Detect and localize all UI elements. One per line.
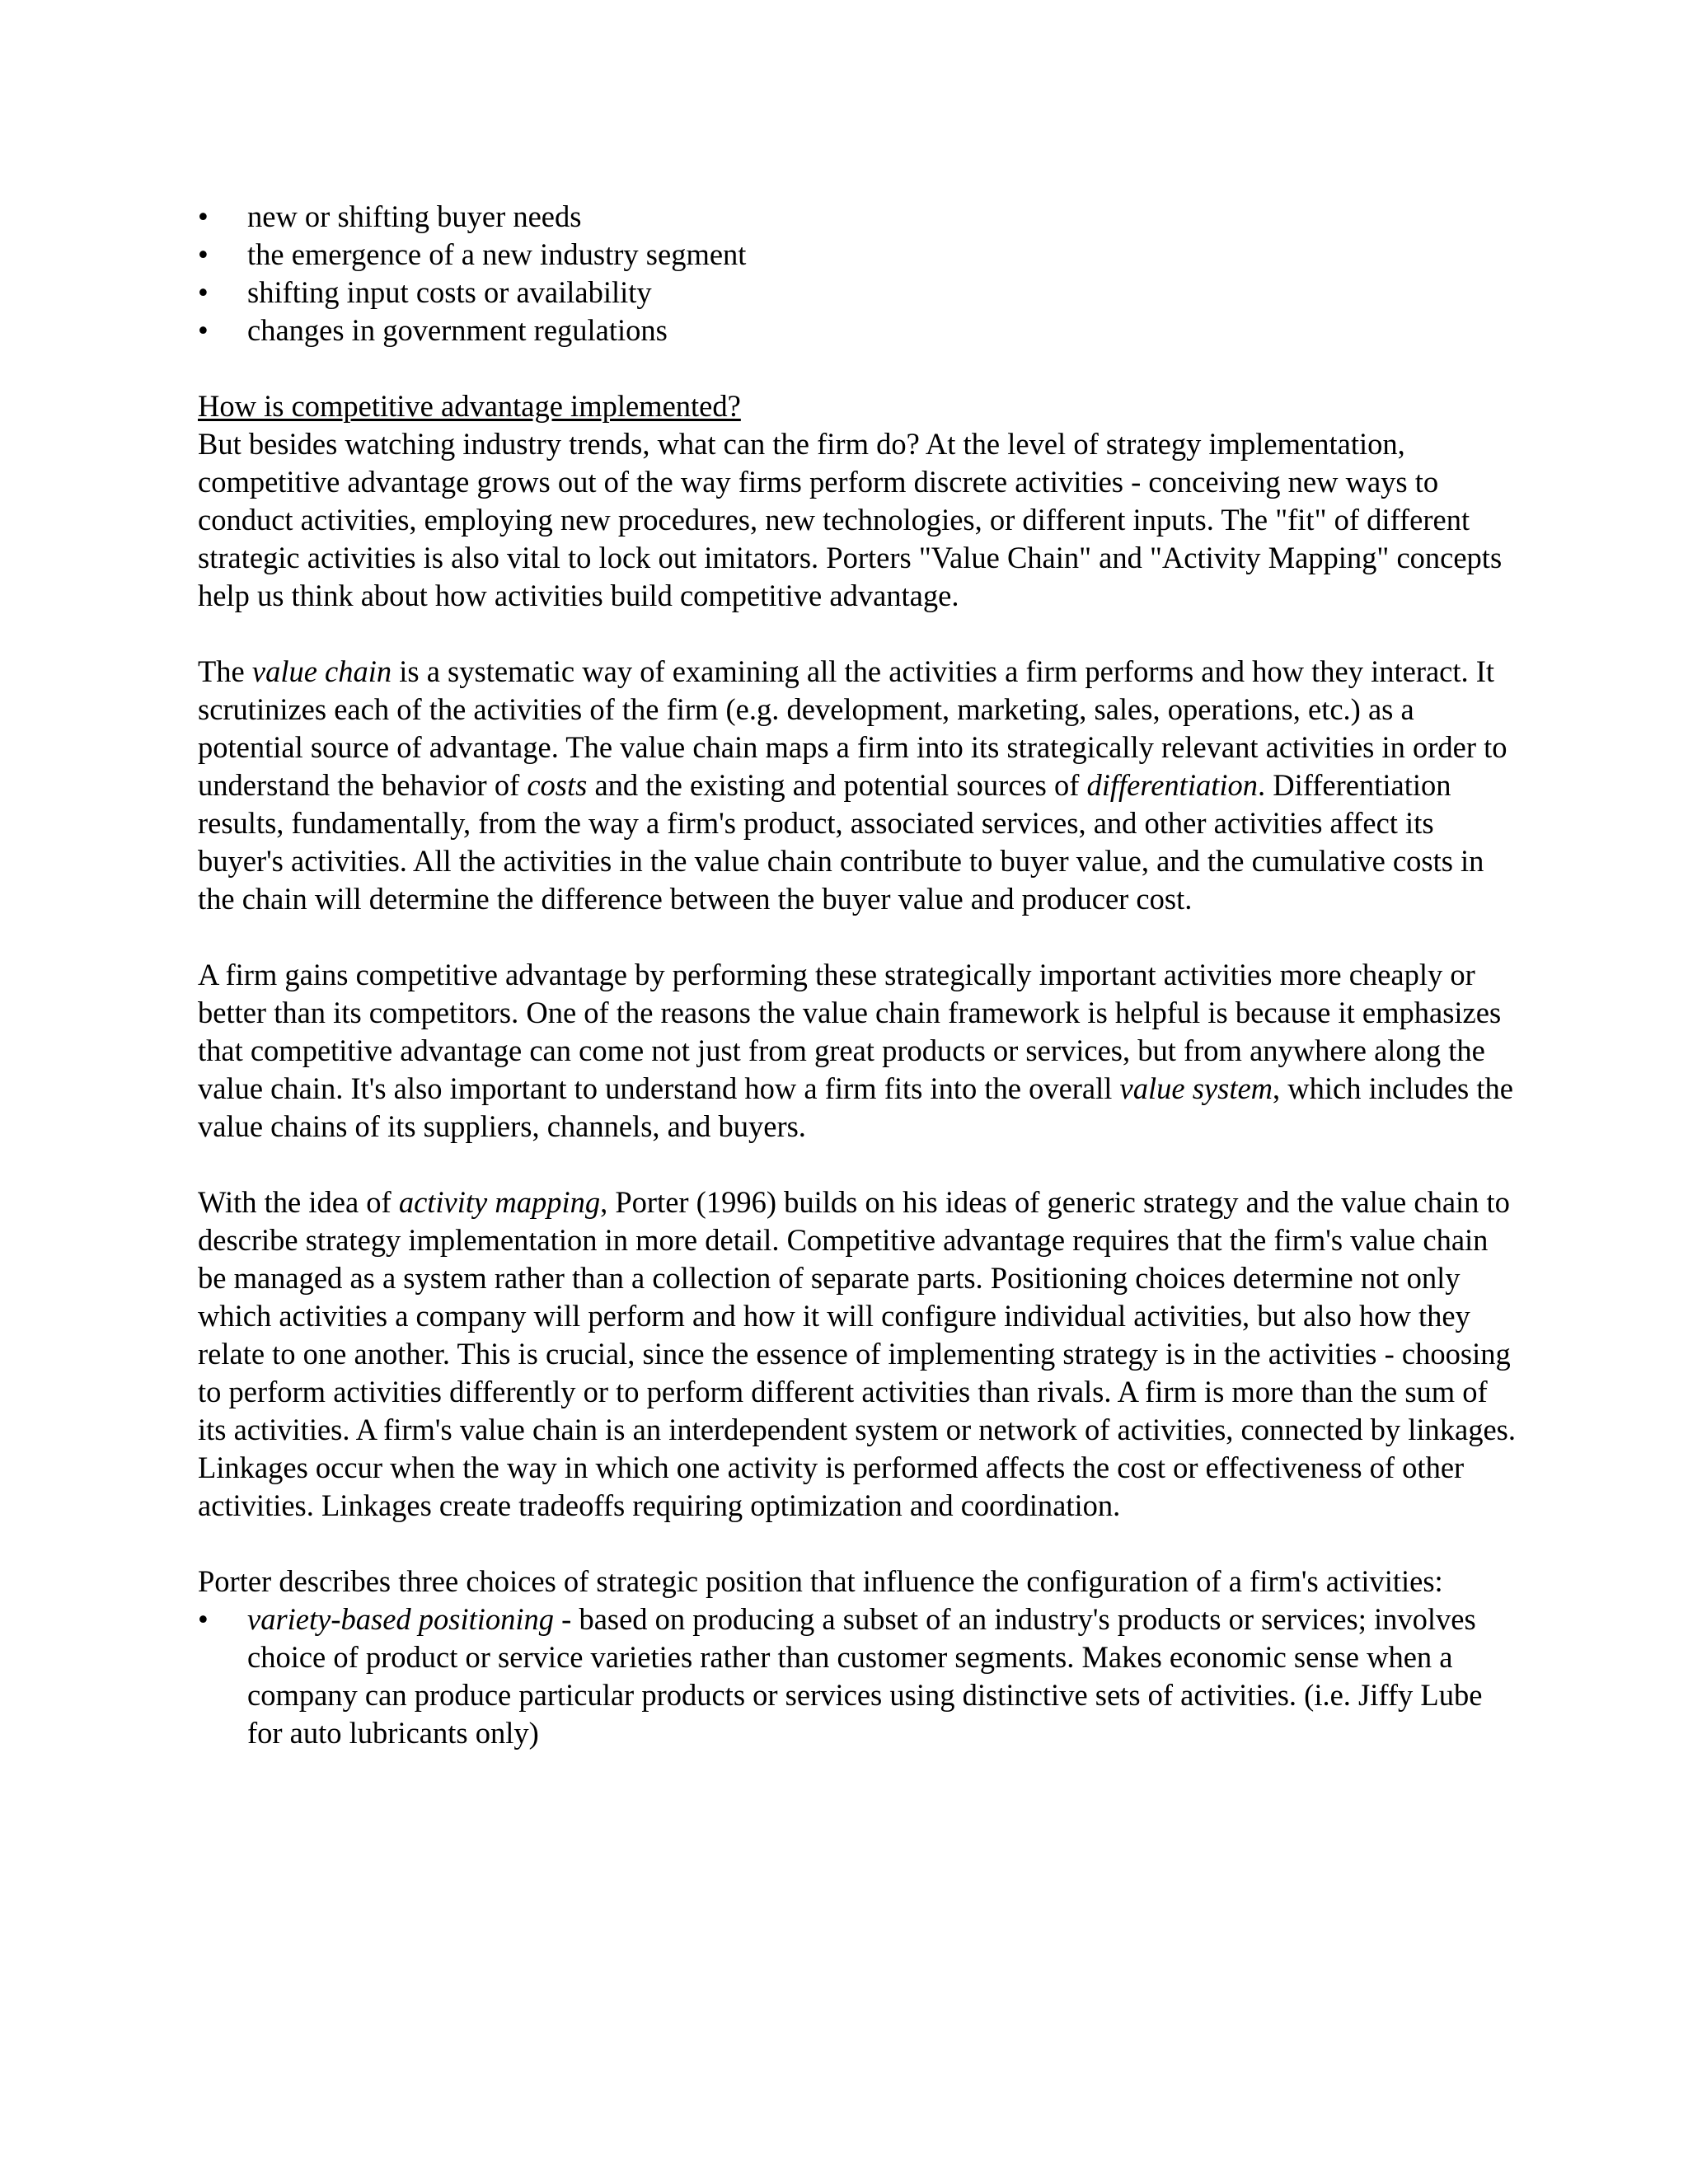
list-item: • shifting input costs or availability xyxy=(198,274,1517,312)
bullet-marker: • xyxy=(198,313,209,347)
paragraph-spacer xyxy=(198,1525,1517,1563)
list-item: • variety-based positioning - based on producing a subset of an industry's products or services; involves choice of product or service varieties rather than customer segments. Makes economic sense when a company can produce particular products or services using distinctive sets of activities. (i.e. Jiffy Lube for auto lubricants only) xyxy=(198,1602,1483,1750)
paragraph-implementation: But besides watching industry trends, what can the firm do? At the level of strategy implementation, competitive advantage grows out of the way firms perform discrete activities - conceiving new ways to conduct activities, employing new procedures, new technologies, or different inputs. The "fit" of different strategic activities is also vital to lock out imitators. Porters "Value Chain" and "Activity Mapping" concepts help us think about how activities build competitive advantage. xyxy=(198,427,1503,612)
bullet-marker: • xyxy=(198,275,209,309)
paragraph-spacer xyxy=(198,615,1517,653)
bullet-marker: • xyxy=(198,237,209,271)
buyer-trend-list xyxy=(198,198,1517,349)
paragraph-spacer xyxy=(198,1146,1517,1183)
list-item: • new or shifting buyer needs xyxy=(198,198,1517,236)
bullet-marker: • xyxy=(198,1602,209,1636)
document-page xyxy=(198,198,1517,1752)
paragraph-value-chain: The value chain is a systematic way of examining all the activities a firm performs and how they interact. It scrutinizes each of the activities of the firm (e.g. development, marketing, sales, operations, etc.) as a potential source of advantage. The value chain maps a firm into its strategically relevant activities in order to understand the behavior of costs and the existing and potential sources of differentiation. Differentiation results, fundamentally, from the way a firm's product, associated services, and other activities affect its buyer's activities. All the activities in the value chain contribute to buyer value, and the cumulative costs in the chain will determine the difference between the buyer value and producer cost. xyxy=(198,654,1507,916)
list-item: • changes in government regulations xyxy=(198,312,1517,349)
paragraph-activity-mapping: With the idea of activity mapping, Porter (1996) builds on his ideas of generic strategy and the value chain to describe strategy implementation in more detail. Competitive advantage requires that the firm's value chain be managed as a system rather than a collection of separate parts. Positioning choices determine not only which activities a company will perform and how it will configure individual activities, but also how they relate to one another. This is crucial, since the essence of implementing strategy is in the activities - choosing to perform activities differently or to perform different activities than rivals. A firm is more than the sum of its activities. A firm's value chain is an interdependent system or network of activities, connected by linkages. Linkages occur when the way in which one activity is performed affects the cost or effectiveness of other activities. Linkages create tradeoffs requiring optimization and coordination. xyxy=(198,1185,1516,1522)
paragraph-strategic-position: Porter describes three choices of strategic position that influence the configuration of a firm's activities: xyxy=(198,1564,1443,1598)
paragraph-spacer xyxy=(198,918,1517,956)
section-heading: How is competitive advantage implemented? xyxy=(198,389,741,423)
list-item: • the emergence of a new industry segment xyxy=(198,236,1517,274)
paragraph-value-system: A firm gains competitive advantage by performing these strategically important activities more cheaply or better than its competitors. One of the reasons the value chain framework is helpful is because it emphasizes that competitive advantage can come not just from great products or services, but from anywhere along the value chain. It's also important to understand how a firm fits into the overall value system, which includes the value chains of its suppliers, channels, and buyers. xyxy=(198,958,1513,1143)
paragraph-spacer xyxy=(198,349,1517,387)
bullet-marker: • xyxy=(198,199,209,233)
positioning-list xyxy=(198,1601,1517,1752)
